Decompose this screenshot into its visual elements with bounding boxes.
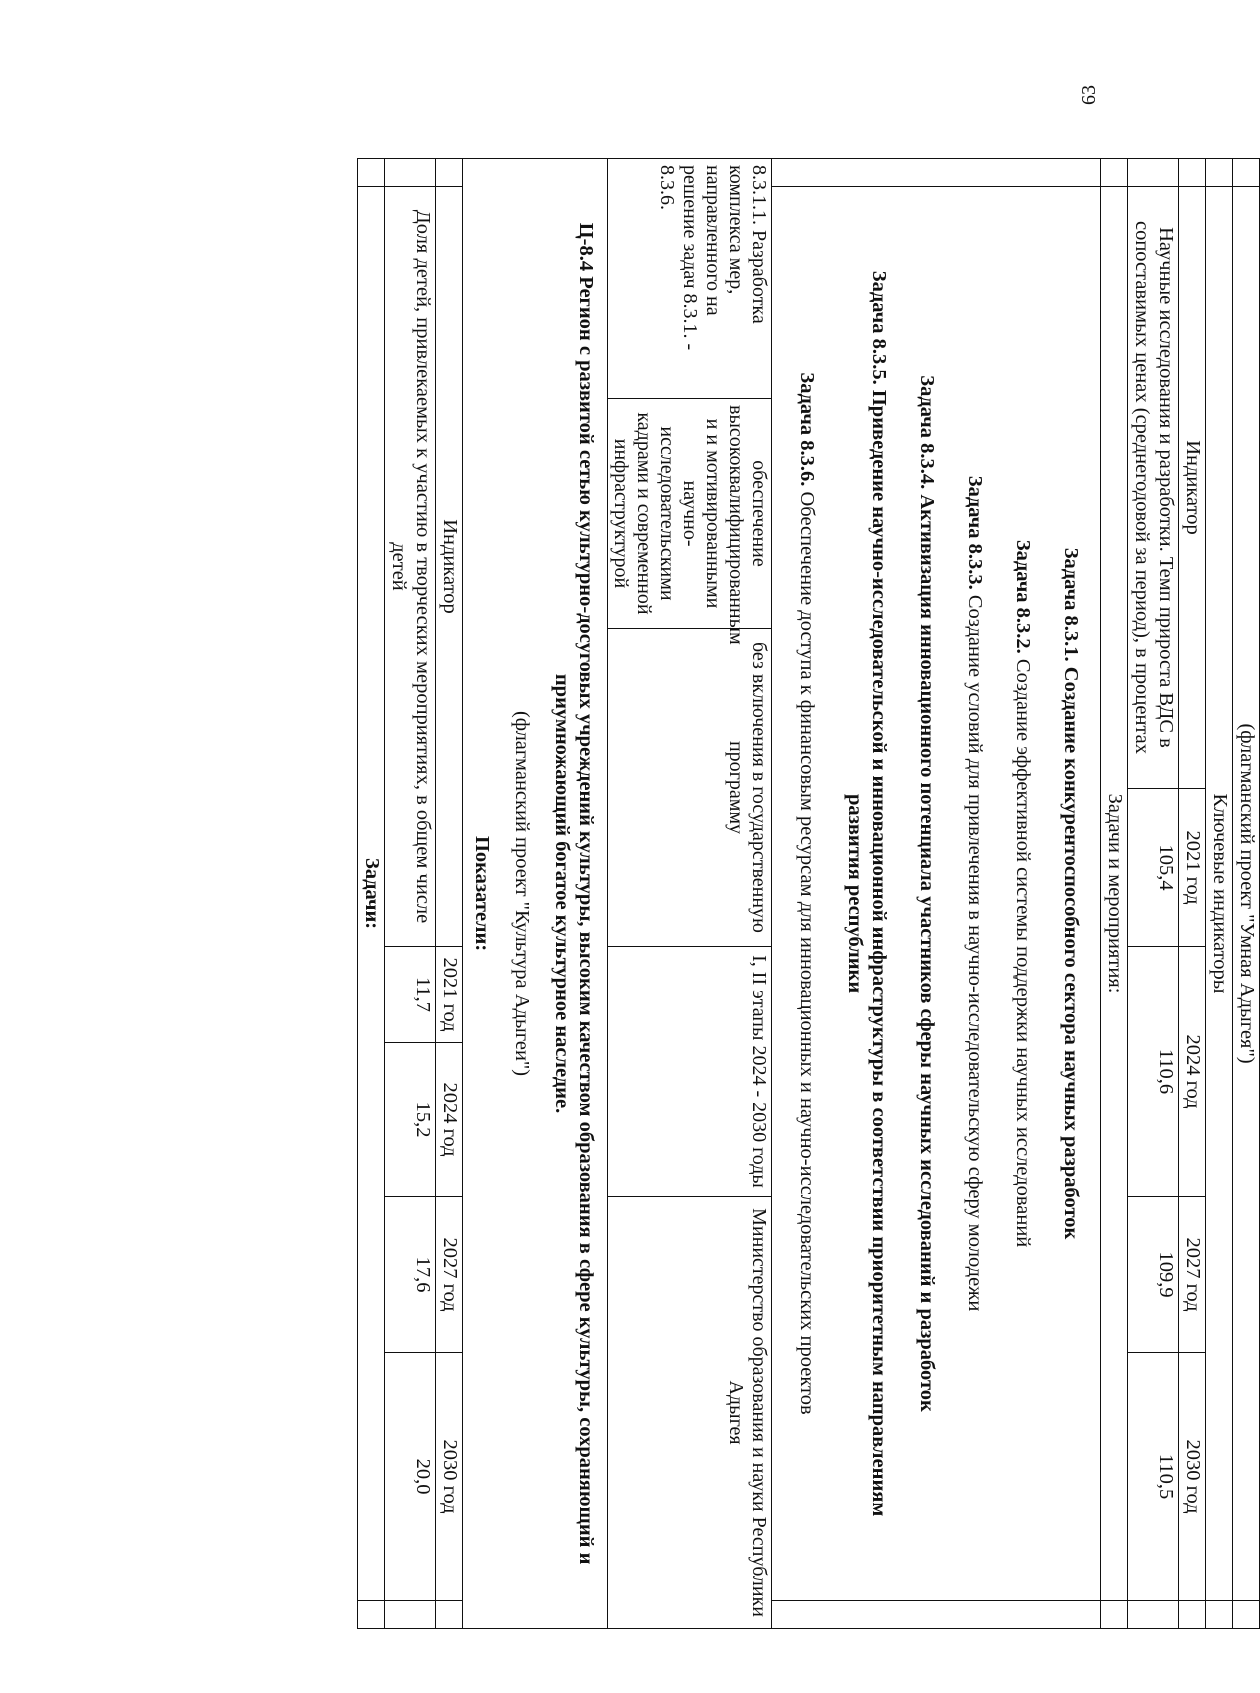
indicator-header: Индикатор [1179,187,1206,789]
flagship-smart-adygea: (флагманский проект "Умная Адыгея") [1233,187,1260,1601]
page-number: 63 [1078,85,1100,105]
flagship-row-1 [1233,159,1260,1629]
year-2027-header: 2027 год [1179,1197,1206,1353]
indicator-header-row [1179,159,1206,1629]
indicator2-header: Индикатор [436,187,463,947]
year2-2027-header: 2027 год [436,1197,463,1353]
indicator2-name: Доля детей, привлекаемых к участию в творческих мероприятиях, в общем числе детей [385,187,436,947]
key-indicators-row [1206,159,1233,1629]
goal-row [463,159,608,1629]
tasks-heading: Задачи и мероприятия: [1101,187,1128,1601]
indicator-name: Научные исследования и разработки. Темп прироста ВДС в сопоставимых ценах (среднегодовой за период), в процентах [1128,187,1179,789]
indicator-value-2027: 109,9 [1128,1197,1179,1353]
indicator2-value-2021: 11,7 [385,947,436,1043]
year-2024-header: 2024 год [1179,947,1206,1197]
measure-stages: I, II этапы 2024 - 2030 годы [608,947,772,1197]
indicator-value-2030: 110,5 [1128,1353,1179,1601]
task-8-3-4: Задача 8.3.4. Активизация инновационного потенциала участников сферы научных исследований и разработок [916,375,939,1412]
indicator2-value-2027: 17,6 [385,1197,436,1353]
tasks-block-row [772,159,1101,1629]
measure-row [608,159,772,1629]
indicator-value-2024: 110,6 [1128,947,1179,1197]
measure-result: обеспечение высококвалифицированным и и мотивированными научно-исследовательскими кадрами и современной инфраструктурой [608,399,772,629]
year2-2021-header: 2021 год [436,947,463,1043]
indicator-value-2021: 105,4 [1128,789,1179,947]
indicator2-row [385,159,436,1629]
year2-2030-header: 2030 год [436,1353,463,1601]
task-8-3-5: Задача 8.3.5. Приведение научно-исследовательской и инновационной инфраструктуры в соответствии приоритетным направлениям развития республики [844,270,891,1517]
measure-responsible: Министерство образования и науки Республики Адыгея [608,1197,772,1629]
measure-financing: без включения в государственную программу [608,629,772,947]
goal-8-4: Ц-8.4 Регион с развитой сетью культурно-досуговых учреждений культуры, высоким качеством образования в сфере культуры, сохраняющий и приумножающий богатое культурное наследие. [551,222,598,1565]
year2-2024-header: 2024 год [436,1043,463,1197]
rotated-page-content [130,158,1260,1628]
strategy-table [357,158,1260,1629]
measure-name: 8.3.1.1. Разработка комплекса мер, направленного на решение задач 8.3.1. - 8.3.6. [608,159,772,399]
indicator-row [1128,159,1179,1629]
indicators-heading: Показатели: [471,835,494,952]
tasks-heading-2: Задачи: [358,187,385,1601]
year-2030-header: 2030 год [1179,1353,1206,1601]
tasks-heading-row [1101,159,1128,1629]
flagship-culture-adygea: (флагманский проект "Культура Адыгеи") [511,710,534,1077]
task-8-3-6: Задача 8.3.6. Обеспечение доступа к финансовым ресурсам для инновационных и научно-исследовательских проектов [796,372,819,1415]
year-2021-header: 2021 год [1179,789,1206,947]
indicator2-value-2030: 20,0 [385,1353,436,1601]
indicator2-header-row [436,159,463,1629]
key-indicators-heading: Ключевые индикаторы [1206,187,1233,1601]
task-8-3-2: Задача 8.3.2. Создание эффективной системы поддержки научных исследований [1012,539,1035,1248]
indicator2-value-2024: 15,2 [385,1043,436,1197]
task-8-3-3: Задача 8.3.3. Создание условий для привлечения в научно-исследовательскую сферу молодежи [964,475,987,1312]
tasks2-heading-row [358,159,385,1629]
task-8-3-1: Задача 8.3.1. Создание конкурентоспособного сектора научных разработок [1060,547,1083,1240]
